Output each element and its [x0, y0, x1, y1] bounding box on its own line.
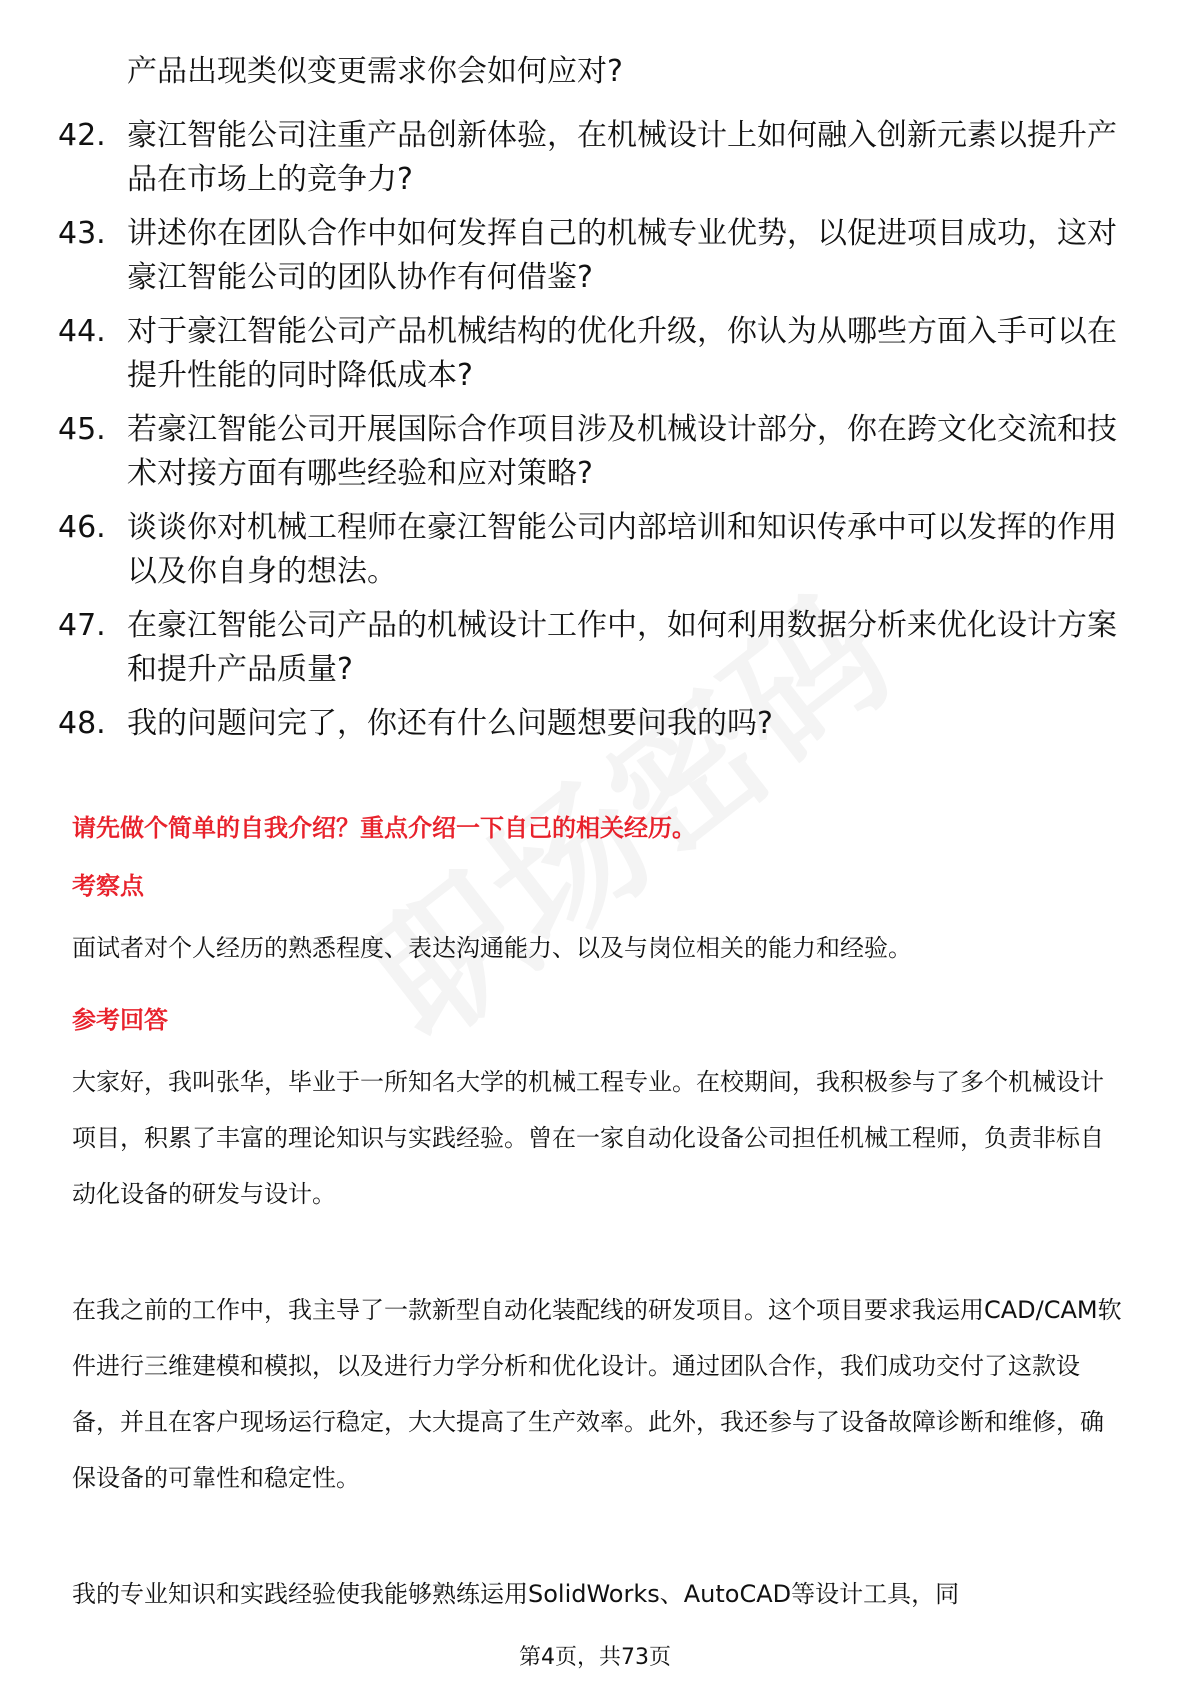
- question-number: 42.: [58, 118, 106, 153]
- answer-label: 参考回答: [72, 1006, 168, 1034]
- question-number: 47.: [58, 608, 106, 643]
- answer-paragraph: 大家好，我叫张华，毕业于一所知名大学的机械工程专业。在校期间，我积极参与了多个机械设计项目，积累了丰富的理论知识与实践经验。曾在一家自动化设备公司担任机械工程师，负责非标自动化设备的研发与设计。: [72, 1068, 1104, 1208]
- question-list: [58, 114, 1128, 756]
- question-item: [58, 506, 1128, 594]
- question-number: 46.: [58, 510, 106, 545]
- question-number: 44.: [58, 314, 106, 349]
- assessment-text: 面试者对个人经历的熟悉程度、表达沟通能力、以及与岗位相关的能力和经验。: [72, 934, 912, 962]
- question-item: [58, 310, 1128, 398]
- question-text: 若豪江智能公司开展国际合作项目涉及机械设计部分，你在跨文化交流和技术对接方面有哪些经验和应对策略?: [127, 412, 1117, 491]
- question-text: 对于豪江智能公司产品机械结构的优化升级，你认为从哪些方面入手可以在提升性能的同时降低成本?: [127, 314, 1117, 393]
- question-text: 豪江智能公司注重产品创新体验，在机械设计上如何融入创新元素以提升产品在市场上的竞争力?: [127, 118, 1117, 197]
- question-item: [58, 212, 1128, 300]
- question-number: 43.: [58, 216, 106, 251]
- question-number: 45.: [58, 412, 106, 447]
- question-text: 在豪江智能公司产品的机械设计工作中，如何利用数据分析来优化设计方案和提升产品质量?: [127, 608, 1117, 687]
- question-number: 48.: [58, 706, 106, 741]
- answer-paragraph: 我的专业知识和实践经验使我能够熟练运用SolidWorks、AutoCAD等设计工具，同: [72, 1580, 960, 1608]
- question-text: 谈谈你对机械工程师在豪江智能公司内部培训和知识传承中可以发挥的作用以及你自身的想法。: [127, 510, 1117, 589]
- question-item: [58, 408, 1128, 496]
- question-item: [58, 114, 1128, 202]
- assessment-label: 考察点: [72, 872, 144, 900]
- question-text: 讲述你在团队合作中如何发挥自己的机械专业优势，以促进项目成功，这对豪江智能公司的团队协作有何借鉴?: [127, 216, 1117, 295]
- section-title: 请先做个简单的自我介绍？重点介绍一下自己的相关经历。: [72, 814, 696, 842]
- question-item: [58, 604, 1128, 692]
- question-text: 我的问题问完了，你还有什么问题想要问我的吗?: [127, 706, 773, 741]
- page-footer: 第4页，共73页: [519, 1645, 671, 1670]
- answer-paragraph: 在我之前的工作中，我主导了一款新型自动化装配线的研发项目。这个项目要求我运用CAD/CAM软件进行三维建模和模拟，以及进行力学分析和优化设计。通过团队合作，我们成功交付了这款设备，并且在客户现场运行稳定，大大提高了生产效率。此外，我还参与了设备故障诊断和维修，确保设备的可靠性和稳定性。: [72, 1296, 1122, 1492]
- question-item: [58, 702, 1128, 746]
- question-continuation: 产品出现类似变更需求你会如何应对?: [127, 54, 623, 89]
